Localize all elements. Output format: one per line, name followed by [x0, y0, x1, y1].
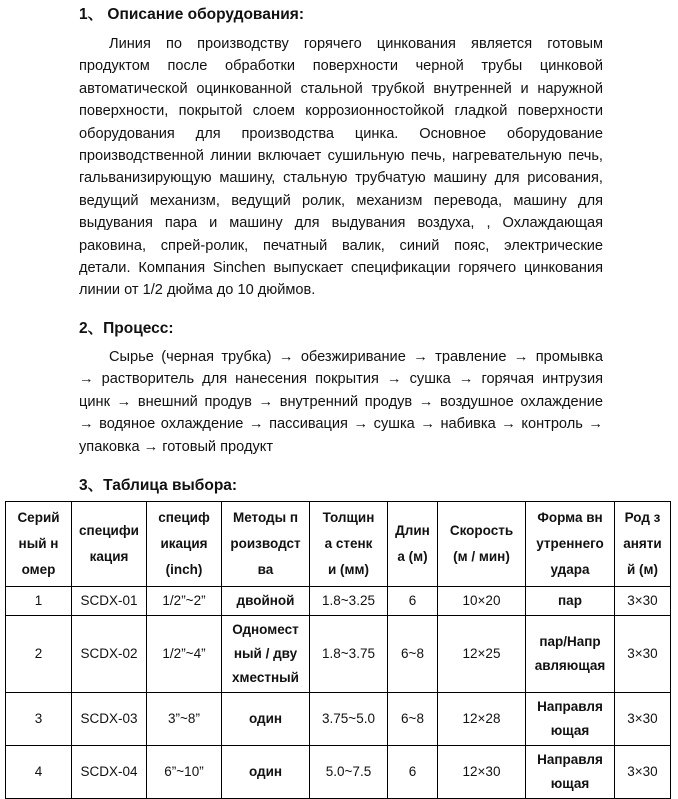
cell-inch: 3”~8” — [147, 693, 222, 746]
cell-method: один — [222, 693, 310, 746]
header-spec: специфи кация — [72, 502, 147, 587]
cell-occupation: 3×30 — [615, 693, 671, 746]
header-length: Длин а (м) — [388, 502, 438, 587]
header-occupation: Род з аняти й (м) — [615, 502, 671, 587]
cell-serial: 2 — [6, 616, 72, 693]
cell-spec: SCDX-04 — [72, 746, 147, 799]
cell-spec: SCDX-01 — [72, 587, 147, 616]
table-row — [6, 616, 671, 693]
header-serial: Серий ный н омер — [6, 502, 72, 587]
paragraph-line: гальванизирующую машину, стальную трубчатую машину для рисования, — [79, 170, 603, 187]
cell-spec: SCDX-03 — [72, 693, 147, 746]
table-row — [6, 693, 671, 746]
cell-blow: Направля ющая — [526, 746, 615, 799]
cell-occupation: 3×30 — [615, 746, 671, 799]
table-header-row — [6, 502, 671, 587]
cell-method: Одномест ный / дву хместный — [222, 616, 310, 693]
paragraph-line: → растворитель для нанесения покрытия → сушка → горячая интрузия — [79, 371, 603, 388]
cell-method: двойной — [222, 587, 310, 616]
cell-inch: 1/2”~2” — [147, 587, 222, 616]
cell-speed: 12×28 — [438, 693, 526, 746]
paragraph-line: линии от 1/2 дюйма до 10 дюймов. — [79, 282, 316, 299]
cell-blow: пар/Напр авляющая — [526, 616, 615, 693]
section-3-title: 3、Таблица выбора: — [79, 477, 238, 494]
paragraph-line: → водяное охлаждение → пассивация → сушка → набивка → контроль → — [79, 416, 603, 433]
paragraph-line: детали. Компания Sinchen выпускает спецификации горячего цинкования — [79, 260, 603, 277]
cell-occupation: 3×30 — [615, 616, 671, 693]
header-method: Методы п роизводст ва — [222, 502, 310, 587]
paragraph-line: Сырье (черная трубка) → обезжиривание → травление → промывка — [109, 349, 603, 365]
cell-speed: 12×25 — [438, 616, 526, 693]
section-2-paragraph — [79, 346, 603, 458]
cell-wall: 1.8~3.75 — [310, 616, 388, 693]
paragraph-line: цинк → внешний продув → внутренний продув → воздушное охлаждение — [79, 393, 603, 410]
cell-wall: 5.0~7.5 — [310, 746, 388, 799]
paragraph-line: ведущий механизм, ведущий ролик, механизм перевода, машину для — [79, 192, 603, 209]
header-speed: Скорость (м / мин) — [438, 502, 526, 587]
paragraph-line: поверхности, покрытой слоем коррозионностойкой гладкой поверхности — [79, 103, 603, 120]
cell-occupation: 3×30 — [615, 587, 671, 616]
cell-method: один — [222, 746, 310, 799]
cell-length: 6 — [388, 587, 438, 616]
paragraph-line: автоматической оцинкованной стальной трубкой внутренней и наружной — [79, 80, 603, 97]
section-1-paragraph — [79, 33, 603, 302]
header-blow: Форма вн утреннего удара — [526, 502, 615, 587]
paragraph-line: выдувания пара и машину для выдувания воздуха, , Охлаждающая — [79, 215, 603, 232]
paragraph-line: производственной линии включает сушильную печь, нагревательную печь, — [79, 148, 603, 165]
cell-serial: 1 — [6, 587, 72, 616]
cell-inch: 6”~10” — [147, 746, 222, 799]
header-inch: специф икация (inch) — [147, 502, 222, 587]
paragraph-line: продуктом после обработки поверхности черной трубы цинковой — [79, 58, 603, 75]
cell-wall: 3.75~5.0 — [310, 693, 388, 746]
paragraph-line: упаковка → готовый продукт — [79, 438, 274, 455]
cell-serial: 3 — [6, 693, 72, 746]
cell-spec: SCDX-02 — [72, 616, 147, 693]
cell-blow: пар — [526, 587, 615, 616]
cell-inch: 1/2”~4” — [147, 616, 222, 693]
cell-wall: 1.8~3.25 — [310, 587, 388, 616]
paragraph-line: оборудования для производства цинка. Основное оборудование — [79, 125, 603, 142]
cell-length: 6 — [388, 746, 438, 799]
paragraph-line: раковина, спрей-ролик, печатный валик, синий пояс, электрические — [79, 237, 603, 254]
cell-speed: 10×20 — [438, 587, 526, 616]
cell-blow: Направля ющая — [526, 693, 615, 746]
table-row — [6, 587, 671, 616]
cell-serial: 4 — [6, 746, 72, 799]
selection-table — [5, 501, 671, 799]
header-wall: Толщин а стенк и (мм) — [310, 502, 388, 587]
cell-speed: 12×30 — [438, 746, 526, 799]
section-1-title: 1、 Описание оборудования: — [79, 6, 304, 23]
table-row — [6, 746, 671, 799]
cell-length: 6~8 — [388, 693, 438, 746]
section-2-title: 2、Процесс: — [79, 320, 174, 337]
paragraph-line: Линия по производству горячего цинкования является готовым — [109, 36, 603, 52]
cell-length: 6~8 — [388, 616, 438, 693]
